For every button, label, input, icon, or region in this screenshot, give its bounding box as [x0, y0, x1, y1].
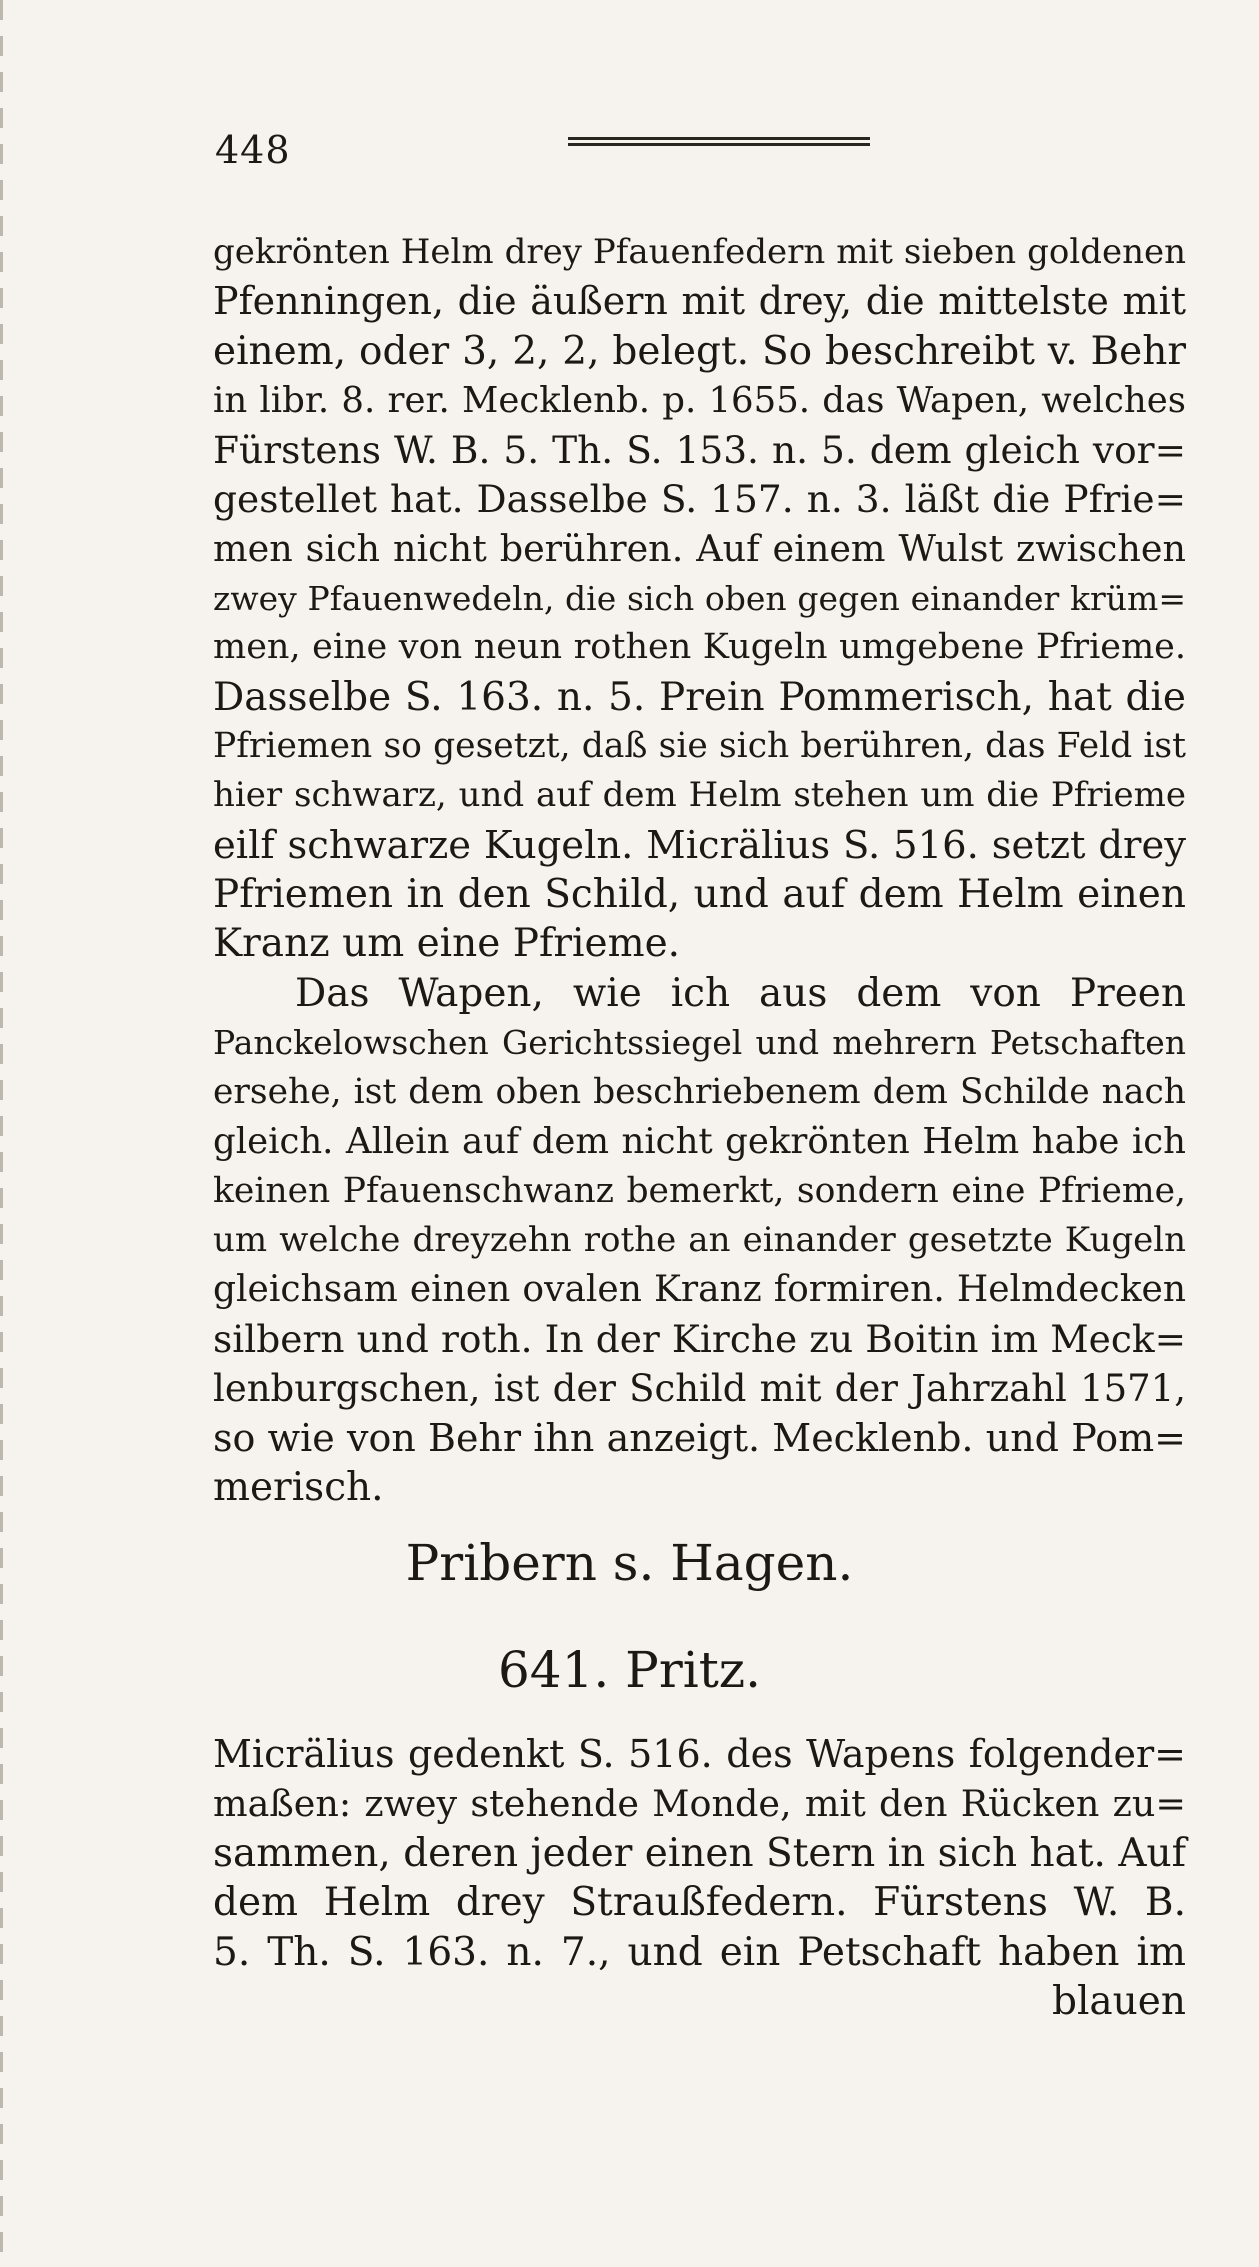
text-line: gleichsam einen ovalen Kranz formiren. Helmdecken — [213, 1269, 1186, 1311]
page-number: 448 — [215, 128, 291, 172]
section-heading-pribern: Pribern s. Hagen. — [405, 1534, 854, 1592]
section-heading-pritz: 641. Pritz. — [497, 1641, 762, 1699]
text-line: Pfriemen so gesetzt, daß sie sich berühren, das Feld ist — [213, 725, 1186, 766]
text-line: hier schwarz, und auf dem Helm stehen um die Pfrieme — [213, 775, 1186, 816]
text-line: lenburgschen, ist der Schild mit der Jahrzahl 1571, — [213, 1367, 1186, 1411]
text-line: maßen: zwey stehende Monde, mit den Rücken zu= — [213, 1782, 1186, 1826]
text-line: keinen Pfauenschwanz bemerkt, sondern eine Pfrieme, — [213, 1170, 1186, 1211]
text-line: Pfriemen in den Schild, und auf dem Helm einen — [213, 872, 1186, 918]
paragraph-1 — [213, 228, 1186, 969]
text-line: 5. Th. S. 163. n. 7., und ein Petschaft haben im — [213, 1929, 1186, 1975]
text-line: Pfenningen, die äußern mit drey, die mittelste mit — [213, 279, 1186, 324]
text-line: gleich. Allein auf dem nicht gekrönten Helm habe ich — [213, 1121, 1186, 1163]
text-line: Dasselbe S. 163. n. 5. Prein Pommerisch, hat die — [213, 674, 1186, 720]
text-line: zwey Pfauenwedeln, die sich oben gegen einander krüm= — [213, 578, 1186, 618]
paragraph-2 — [213, 969, 1186, 1512]
catchword: blauen — [1051, 1978, 1186, 2024]
text-line: Panckelowschen Gerichtssiegel und mehrern Petschaften — [213, 1023, 1186, 1063]
page-edge-shadow — [0, 0, 3, 2267]
text-line: einem, oder 3, 2, 2, belegt. So beschreibt v. Behr — [213, 328, 1186, 374]
text-line: eilf schwarze Kugeln. Micrälius S. 516. setzt drey — [213, 822, 1186, 868]
text-line: dem Helm drey Straußfedern. Fürstens W. B. — [213, 1880, 1186, 1926]
text-line: so wie von Behr ihn anzeigt. Mecklenb. und Pom= — [213, 1415, 1186, 1460]
text-line: Kranz um eine Pfrieme. — [213, 921, 681, 967]
text-line: silbern und roth. In der Kirche zu Boitin im Meck= — [213, 1316, 1186, 1361]
text-line: merisch. — [213, 1464, 384, 1510]
text-line: Das Wapen, wie ich aus dem von Preen — [295, 971, 1186, 1016]
text-line: men, eine von neun rothen Kugeln umgebene Pfrieme. — [213, 627, 1186, 668]
text-line: Fürstens W. B. 5. Th. S. 153. n. 5. dem gleich vor= — [213, 427, 1186, 472]
text-line: ersehe, ist dem oben beschriebenem dem Schilde nach — [213, 1071, 1186, 1112]
text-line: um welche dreyzehn rothe an einander gesetzte Kugeln — [213, 1219, 1186, 1260]
text-line: men sich nicht berühren. Auf einem Wulst zwischen — [213, 527, 1186, 571]
text-line: sammen, deren jeder einen Stern in sich hat. Auf — [213, 1830, 1187, 1876]
text-line: in libr. 8. rer. Mecklenb. p. 1655. das Wapen, welches — [213, 380, 1186, 422]
text-line: gestellet hat. Dasselbe S. 157. n. 3. läßt die Pfrie= — [213, 476, 1186, 521]
header-rule — [568, 137, 870, 146]
text-line: Micrälius gedenkt S. 516. des Wapens folgender= — [213, 1732, 1186, 1776]
text-line: gekrönten Helm drey Pfauenfedern mit sieben goldenen — [213, 232, 1186, 272]
paragraph-3 — [213, 1730, 1186, 2026]
